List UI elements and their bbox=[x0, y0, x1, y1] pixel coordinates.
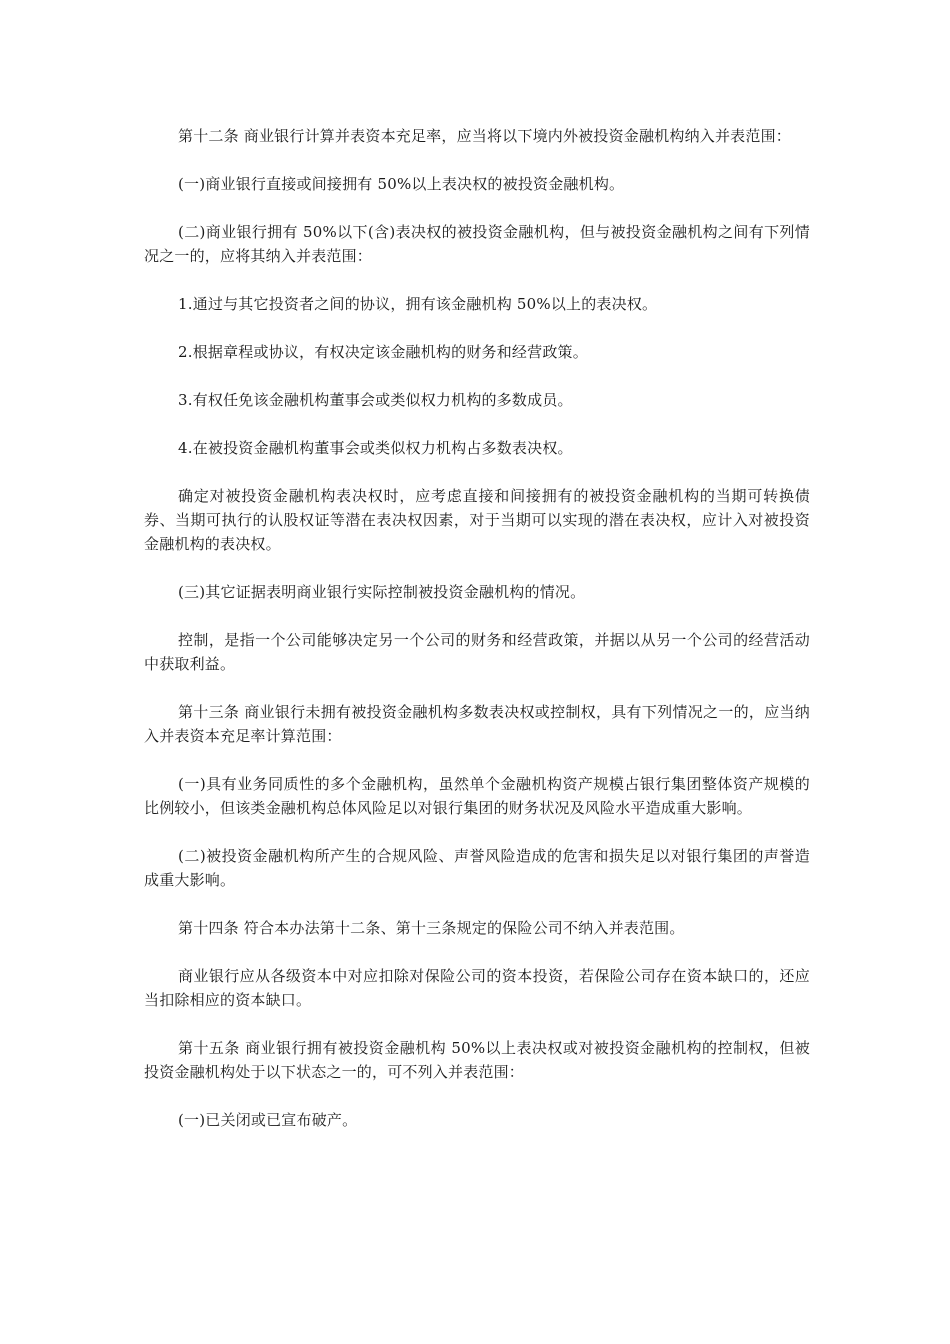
article-13-item-2: (二)被投资金融机构所产生的合规风险、声誉风险造成的危害和损失足以对银行集团的声誉造成重大影响。 bbox=[144, 847, 810, 889]
article-12-item-3: (三)其它证据表明商业银行实际控制被投资金融机构的情况。 bbox=[178, 583, 586, 601]
article-13-intro: 第十三条 商业银行未拥有被投资金融机构多数表决权或控制权，具有下列情况之一的，应当纳入并表资本充足率计算范围： bbox=[144, 703, 810, 745]
article-14-deduction: 商业银行应从各级资本中对应扣除对保险公司的资本投资，若保险公司存在资本缺口的，还应当扣除相应的资本缺口。 bbox=[144, 967, 810, 1009]
article-12-subitem-2: 2.根据章程或协议，有权决定该金融机构的财务和经营政策。 bbox=[178, 343, 588, 361]
article-12-subitem-1: 1.通过与其它投资者之间的协议，拥有该金融机构 50%以上的表决权。 bbox=[178, 295, 658, 313]
article-14: 第十四条 符合本办法第十二条、第十三条规定的保险公司不纳入并表范围。 bbox=[178, 919, 685, 937]
voting-rights-note: 确定对被投资金融机构表决权时，应考虑直接和间接拥有的被投资金融机构的当期可转换债券、当期可执行的认股权证等潜在表决权因素，对于当期可以实现的潜在表决权，应计入对被投资金融机构的表决权。 bbox=[144, 487, 810, 553]
control-definition: 控制，是指一个公司能够决定另一个公司的财务和经营政策，并据以从另一个公司的经营活动中获取利益。 bbox=[144, 631, 810, 673]
article-13-item-1: (一)具有业务同质性的多个金融机构，虽然单个金融机构资产规模占银行集团整体资产规模的比例较小，但该类金融机构总体风险足以对银行集团的财务状况及风险水平造成重大影响。 bbox=[144, 775, 810, 817]
article-12-intro: 第十二条 商业银行计算并表资本充足率，应当将以下境内外被投资金融机构纳入并表范围： bbox=[178, 127, 791, 145]
article-12-subitem-3: 3.有权任免该金融机构董事会或类似权力机构的多数成员。 bbox=[178, 391, 573, 409]
article-12-item-2: (二)商业银行拥有 50%以下(含)表决权的被投资金融机构，但与被投资金融机构之间有下列情况之一的，应将其纳入并表范围： bbox=[144, 223, 810, 265]
article-15-item-1: (一)已关闭或已宣布破产。 bbox=[178, 1111, 358, 1129]
article-12-subitem-4: 4.在被投资金融机构董事会或类似权力机构占多数表决权。 bbox=[178, 439, 573, 457]
article-15-intro: 第十五条 商业银行拥有被投资金融机构 50%以上表决权或对被投资金融机构的控制权，但被投资金融机构处于以下状态之一的，可不列入并表范围： bbox=[144, 1039, 810, 1081]
document-body bbox=[144, 124, 810, 1156]
article-12-item-1: (一)商业银行直接或间接拥有 50%以上表决权的被投资金融机构。 bbox=[178, 175, 625, 193]
